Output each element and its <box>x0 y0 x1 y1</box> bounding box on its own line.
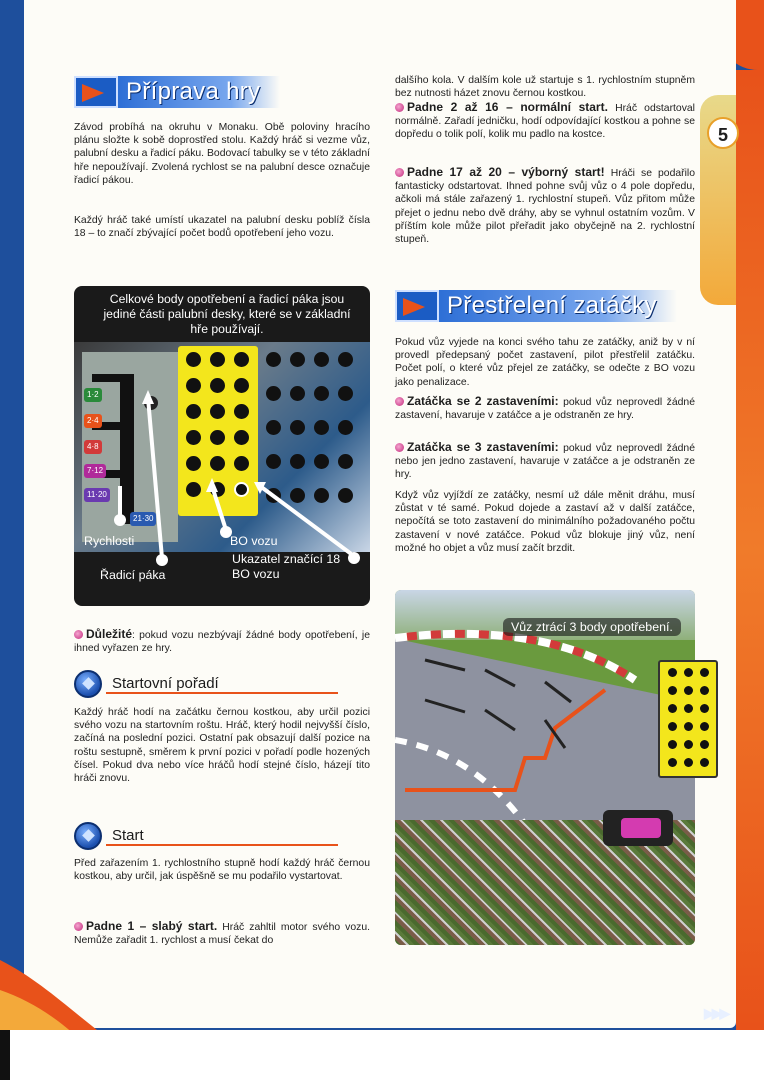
startovni-paragraph: Každý hráč hodí na začátku černou kostkou, aby určil pozici svého vozu na startovním roštu. Hráč, který hodil nejvyšší číslo, začíná na poslední pozici. Ostatní pak obsazují další pozice na roštu sestupně, směrem k první pozici v pořadí podle hozených čísel. Pokud dva nebo více hráčů hodí stejné číslo, házejí tito hráči znovu. <box>74 707 370 785</box>
subheading-text: Startovní pořadí <box>106 675 338 694</box>
flag-icon <box>395 290 439 322</box>
track-illustration <box>395 590 695 945</box>
dulezite-note: Důležité: pokud vozu nezbývají žádné body opotřebení, je ihned vyřazen ze hry. <box>74 627 370 655</box>
bullet-icon <box>395 443 404 452</box>
bullet-icon <box>395 103 404 112</box>
label-bo-vozu: BO vozu <box>230 534 278 548</box>
heading-start <box>74 822 338 850</box>
speed-badge: 11·20 <box>84 488 110 502</box>
gem-icon <box>74 670 102 698</box>
label-radici-paka: Řadicí páka <box>100 568 166 582</box>
page-margin <box>0 1030 764 1080</box>
vyjizdi-paragraph: Když vůz vyjíždí ze zatáčky, nesmí už dále měnit dráhu, musí zůstat v té samé. Pokud dojede a zastaví až v další zatáčce, nepočítá se toto zastavení do minimálního požadovaného počtu zastavení v nové zatáčce. Pokud vůz blokuje jiný vůz, není možné ho objet a vůz musí začít brzdit. <box>395 490 695 554</box>
padne-2-16: Padne 2 až 16 – normální start. Hráč odstartoval normálně. Zařadí jedničku, hodí odpovídající kostkou a pohne se dopředu o tolik polí, kolik mu padlo na kostce. <box>395 100 695 141</box>
scan-edge <box>0 1030 10 1080</box>
start-paragraph: Před zařazením 1. rychlostního stupně hodí každý hráč černou kostkou, aby určil, jak úspěšně se mu podařilo vystartovat. <box>74 858 370 883</box>
priprava-paragraph-2: Každý hráč také umístí ukazatel na palubní desku poblíž čísla 18 – to značí zbývající počet bodů opotřebení jeho vozu. <box>74 215 370 240</box>
priprava-paragraph-1: Závod probíhá na okruhu v Monaku. Obě poloviny hracího plánu složte k sobě doprostřed stolu. Každý hráč si vezme vůz, palubní desku a řadicí páku. Bodovací tabulky se v této základní hře nepoužívají. Zvolená rychlost se na palubní desce označuje řadicí pákou. <box>74 122 370 186</box>
speed-badge: 4·8 <box>84 440 102 454</box>
bullet-icon <box>395 168 404 177</box>
prestreleni-paragraph: Pokud vůz vyjede na konci svého tahu ze zatáčky, aniž by v ní provedl předepsaný počet zastavení, pilot přestřelil zatáčku. Počet polí, o které vůz přejel ze zatáčky, se odečte z BO vozu jako penalizace. <box>395 337 695 388</box>
speed-badge: 2·4 <box>84 414 102 428</box>
label-rychlosti: Rychlosti <box>84 534 135 548</box>
heading-prestreleni <box>395 290 677 322</box>
heading-startovni-poradi <box>74 670 338 698</box>
mini-wear-grid <box>658 660 718 778</box>
gem-icon <box>74 822 102 850</box>
speed-badge: 1·2 <box>84 388 102 402</box>
zatacka-3: Zatáčka se 3 zastaveními: pokud vůz neprovedl žádné nebo jen jedno zastavení, havaruje v zatáčce a je odstraněn ze hry. <box>395 440 695 481</box>
bullet-icon <box>74 922 83 931</box>
padne-17-20: Padne 17 až 20 – výborný start! Hráči se podařilo fantasticky odstartovat. Ihned pohne svůj vůz o 4 pole dopředu, ačkoli má stále zařazený 1. rychlostní stupeň. Vůz přitom může přejet o jednu nebo dvě dráhy, aby se vyhnul ostatním vozům. V příštím kole může pilot přeřadit jako obyčejně na 2. rychlostní stupeň. <box>395 165 696 246</box>
heading-text: Příprava hry <box>118 76 280 108</box>
zatacka-2: Zatáčka se 2 zastaveními: pokud vůz neprovedl žádné zastavení, havaruje v zatáčce a je odstraněn ze hry. <box>395 394 695 422</box>
dashboard-caption: Celkové body opotřebení a řadicí páka jsou jediné části palubní desky, které se v základní hře používají. <box>103 292 351 336</box>
continued-paragraph: dalšího kola. V dalším kole už startuje s 1. rychlostním stupněm bez nutnosti házet znovu černou kostkou. <box>395 75 695 100</box>
speed-badge: 21·30 <box>130 512 156 526</box>
heading-text: Přestřelení zatáčky <box>439 290 677 322</box>
next-page-arrows[interactable]: ▶▶▶ <box>704 1005 728 1021</box>
subheading-text: Start <box>106 827 338 846</box>
padne-1: Padne 1 – slabý start. Hráč zahltil motor svého vozu. Nemůže zařadit 1. rychlost a musí čekat do <box>74 919 370 947</box>
race-car <box>603 810 673 846</box>
page-number: 5 <box>707 117 739 149</box>
bullet-icon <box>74 630 83 639</box>
heading-priprava <box>74 76 280 108</box>
speed-badge: 7·12 <box>84 464 106 478</box>
side-stripe <box>736 70 764 1030</box>
track-caption: Vůz ztrácí 3 body opotřebení. <box>503 618 681 636</box>
label-ukazatel: Ukazatel značící 18 BO vozu <box>232 552 341 581</box>
bullet-icon <box>395 397 404 406</box>
flag-icon <box>74 76 118 108</box>
dashboard-illustration <box>74 286 370 606</box>
